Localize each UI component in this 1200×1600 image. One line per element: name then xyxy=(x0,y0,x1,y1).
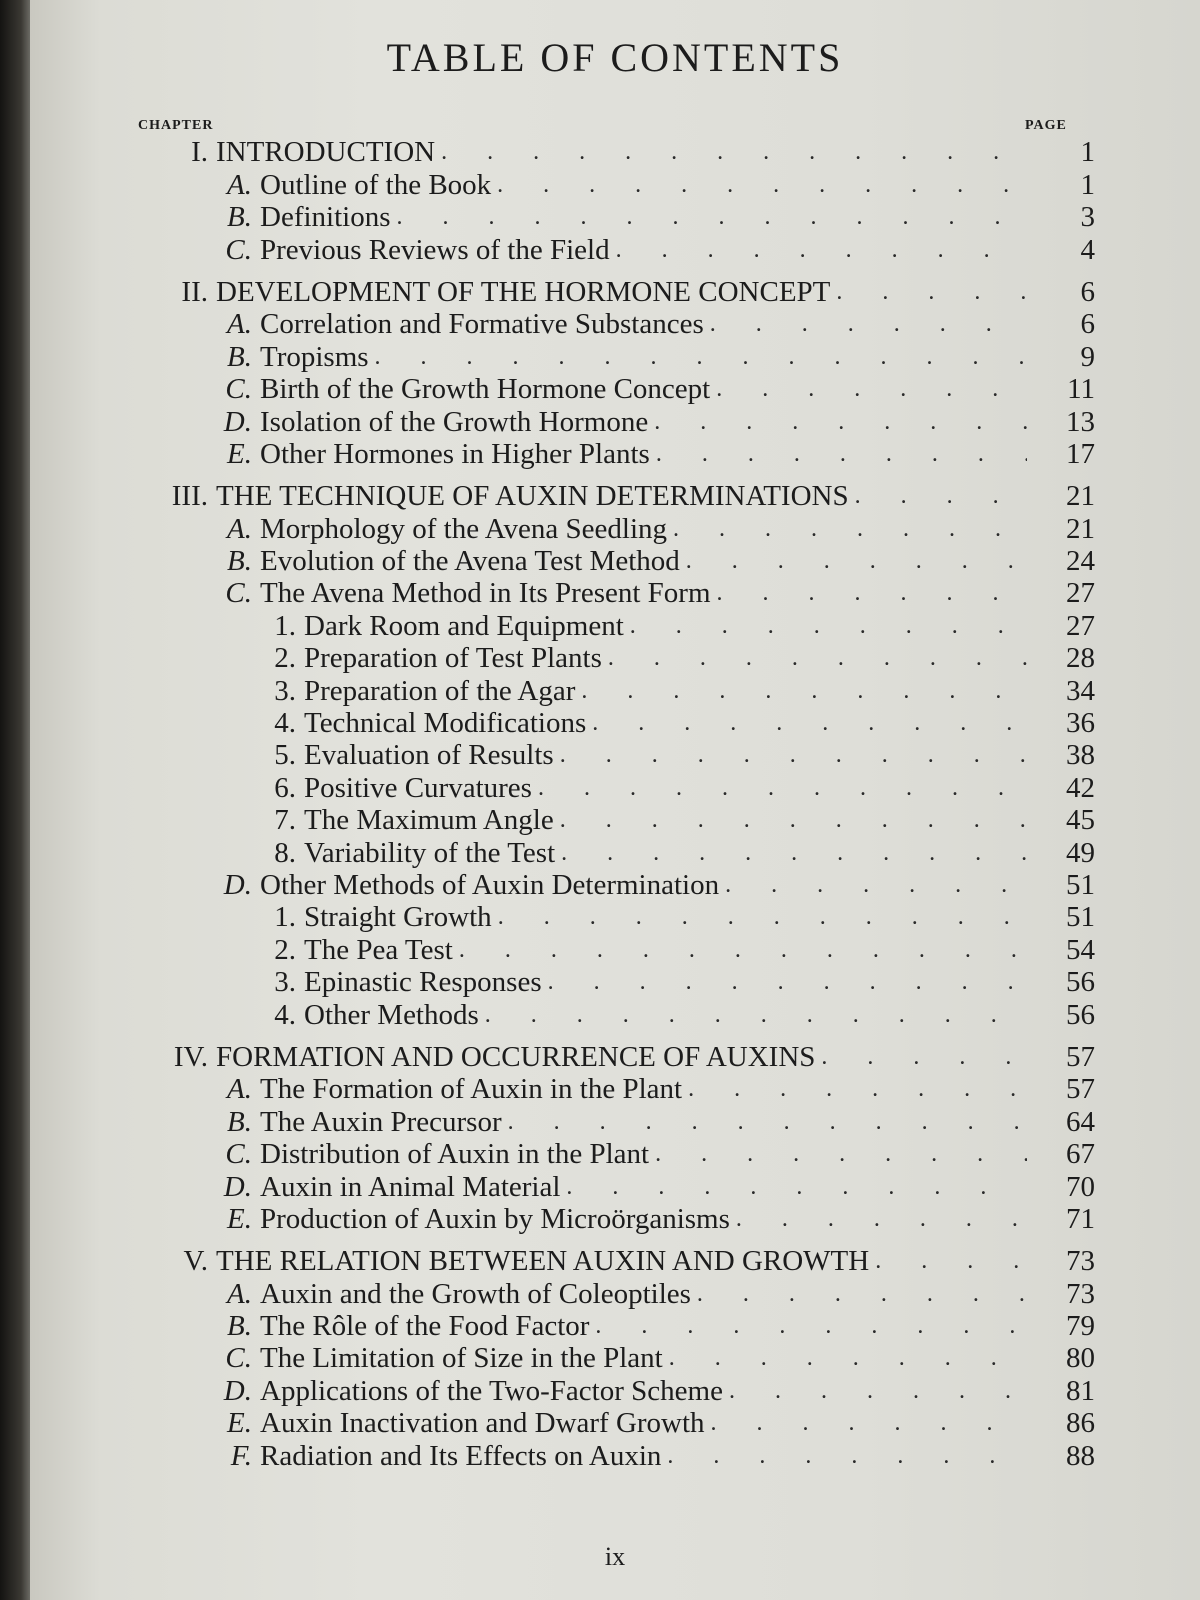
toc-section-entry[interactable] xyxy=(30,1105,1200,1137)
dot-leader xyxy=(836,276,1027,308)
toc-chapter-entry[interactable] xyxy=(30,136,1200,168)
entry-number: 1. xyxy=(274,901,296,934)
entry-page-number: 28 xyxy=(1066,642,1095,675)
toc-section-entry[interactable] xyxy=(30,577,1200,609)
entry-number: 8. xyxy=(274,836,296,869)
entry-page-number: 73 xyxy=(1066,1245,1095,1278)
toc-subsection-entry[interactable] xyxy=(30,739,1200,771)
entry-page-number: 57 xyxy=(1066,1073,1095,1106)
entry-number: E. xyxy=(227,437,252,470)
entry-page-number: 70 xyxy=(1066,1170,1095,1203)
entry-number: V. xyxy=(183,1245,208,1278)
entry-page-number: 1 xyxy=(1080,168,1095,201)
dot-leader xyxy=(616,234,1027,266)
toc-subsection-entry[interactable] xyxy=(30,609,1200,641)
entry-page-number: 36 xyxy=(1066,707,1095,740)
entry-title: Isolation of the Growth Hormone xyxy=(260,405,649,438)
dot-leader xyxy=(673,513,1027,545)
entry-number: D. xyxy=(223,868,252,901)
dot-leader xyxy=(688,1073,1027,1105)
entry-number: 2. xyxy=(274,642,296,675)
entry-number: D. xyxy=(223,1170,252,1203)
toc-subsection-entry[interactable] xyxy=(30,836,1200,868)
toc-section-entry[interactable] xyxy=(30,1277,1200,1309)
entry-page-number: 67 xyxy=(1066,1138,1095,1171)
entry-title: Morphology of the Avena Seedling xyxy=(260,512,668,545)
entry-number: A. xyxy=(227,168,252,201)
entry-number: A. xyxy=(227,308,252,341)
entry-page-number: 3 xyxy=(1080,201,1095,234)
entry-title: Variability of the Test xyxy=(304,836,556,869)
entry-page-number: 64 xyxy=(1066,1105,1095,1138)
entry-page-number: 21 xyxy=(1066,512,1095,545)
entry-title: DEVELOPMENT OF THE HORMONE CONCEPT xyxy=(216,275,831,308)
entry-number: E. xyxy=(227,1202,252,1235)
dot-leader xyxy=(538,772,1027,804)
entry-title: Distribution of Auxin in the Plant xyxy=(260,1138,650,1171)
page-column-header: PAGE xyxy=(1025,118,1067,133)
dot-leader xyxy=(655,1138,1027,1170)
entry-page-number: 88 xyxy=(1066,1439,1095,1472)
toc-section-entry[interactable] xyxy=(30,405,1200,437)
entry-page-number: 6 xyxy=(1080,308,1095,341)
dot-leader xyxy=(441,136,1027,168)
dot-leader xyxy=(608,642,1027,674)
entry-page-number: 81 xyxy=(1066,1374,1095,1407)
entry-title: Radiation and Its Effects on Auxin xyxy=(260,1439,662,1472)
dot-leader xyxy=(566,1171,1027,1203)
toc-section-entry[interactable] xyxy=(30,1138,1200,1170)
entry-title: Epinastic Responses xyxy=(304,966,542,999)
entry-title: Tropisms xyxy=(260,340,369,373)
entry-page-number: 11 xyxy=(1067,373,1095,406)
entry-title: Straight Growth xyxy=(304,901,492,934)
entry-page-number: 56 xyxy=(1066,998,1095,1031)
toc-section-entry[interactable] xyxy=(30,1342,1200,1374)
toc-section-entry[interactable] xyxy=(30,1203,1200,1235)
entry-number: A. xyxy=(227,1277,252,1310)
toc-section-entry[interactable] xyxy=(30,545,1200,577)
entry-number: 3. xyxy=(274,966,296,999)
toc-section-entry[interactable] xyxy=(30,373,1200,405)
entry-number: A. xyxy=(227,512,252,545)
entry-number: A. xyxy=(227,1073,252,1106)
toc-section-entry[interactable] xyxy=(30,1407,1200,1439)
toc-subsection-entry[interactable] xyxy=(30,901,1200,933)
entry-number: 4. xyxy=(274,707,296,740)
dot-leader xyxy=(656,438,1027,470)
toc-subsection-entry[interactable] xyxy=(30,933,1200,965)
entry-title: Preparation of Test Plants xyxy=(304,642,602,675)
dot-leader xyxy=(375,341,1027,373)
dot-leader xyxy=(710,308,1027,340)
entry-page-number: 51 xyxy=(1066,901,1095,934)
toc-section-entry[interactable] xyxy=(30,201,1200,233)
entry-number: I. xyxy=(191,136,208,169)
dot-leader xyxy=(560,739,1027,771)
dot-leader xyxy=(560,804,1027,836)
entry-title: Other Hormones in Higher Plants xyxy=(260,437,650,470)
toc-section-entry[interactable] xyxy=(30,308,1200,340)
toc-chapter-entry[interactable] xyxy=(30,276,1200,308)
entry-title: Dark Room and Equipment xyxy=(304,609,624,642)
entry-page-number: 17 xyxy=(1066,437,1095,470)
entry-page-number: 54 xyxy=(1066,933,1095,966)
book-spine-shadow xyxy=(0,0,30,1600)
dot-leader xyxy=(736,1203,1027,1235)
entry-number: 3. xyxy=(274,674,296,707)
entry-title: Preparation of the Agar xyxy=(304,674,576,707)
toc-section-entry[interactable] xyxy=(30,1374,1200,1406)
page-title: TABLE OF CONTENTS xyxy=(386,35,844,80)
toc-section-entry[interactable] xyxy=(30,438,1200,470)
entry-number: C. xyxy=(225,373,252,406)
toc-section-entry[interactable] xyxy=(30,1439,1200,1471)
toc-chapter-entry[interactable] xyxy=(30,480,1200,512)
dot-leader xyxy=(497,169,1027,201)
dot-leader xyxy=(561,837,1027,869)
dot-leader xyxy=(875,1245,1027,1277)
entry-title: Production of Auxin by Microörganisms xyxy=(260,1202,730,1235)
entry-number: C. xyxy=(225,1342,252,1375)
toc-subsection-entry[interactable] xyxy=(30,804,1200,836)
dot-leader xyxy=(729,1375,1027,1407)
toc-chapter-entry[interactable] xyxy=(30,1041,1200,1073)
entry-number: IV. xyxy=(173,1040,208,1073)
toc-section-entry[interactable] xyxy=(30,1170,1200,1202)
toc-section-entry[interactable] xyxy=(30,512,1200,544)
toc-section-entry[interactable] xyxy=(30,869,1200,901)
entry-title: The Formation of Auxin in the Plant xyxy=(260,1073,683,1106)
dot-leader xyxy=(855,480,1027,512)
entry-title: Correlation and Formative Substances xyxy=(260,308,704,341)
entry-number: 5. xyxy=(274,739,296,772)
dot-leader xyxy=(717,577,1027,609)
entry-title: Technical Modifications xyxy=(304,707,587,740)
entry-title: The Auxin Precursor xyxy=(260,1105,502,1138)
entry-title: Auxin Inactivation and Dwarf Growth xyxy=(260,1407,705,1440)
toc-subsection-entry[interactable] xyxy=(30,966,1200,998)
entry-number: B. xyxy=(227,201,252,234)
table-of-contents xyxy=(30,136,1200,1472)
dot-leader xyxy=(725,869,1027,901)
entry-title: Auxin in Animal Material xyxy=(260,1170,561,1203)
entry-title: The Avena Method in Its Present Form xyxy=(260,577,711,610)
toc-subsection-entry[interactable] xyxy=(30,998,1200,1030)
entry-page-number: 42 xyxy=(1066,771,1095,804)
toc-section-entry[interactable] xyxy=(30,1073,1200,1105)
dot-leader xyxy=(686,545,1027,577)
entry-number: D. xyxy=(223,1374,252,1407)
dot-leader xyxy=(595,1310,1027,1342)
toc-subsection-entry[interactable] xyxy=(30,707,1200,739)
entry-number: B. xyxy=(227,1310,252,1343)
entry-title: INTRODUCTION xyxy=(216,136,436,169)
dot-leader xyxy=(711,1407,1027,1439)
dot-leader xyxy=(548,966,1027,998)
toc-section-entry[interactable] xyxy=(30,168,1200,200)
dot-leader xyxy=(630,610,1027,642)
entry-page-number: 45 xyxy=(1066,804,1095,837)
entry-number: D. xyxy=(223,405,252,438)
entry-page-number: 27 xyxy=(1066,577,1095,610)
entry-number: 4. xyxy=(274,998,296,1031)
toc-section-entry[interactable] xyxy=(30,1310,1200,1342)
entry-title: Evaluation of Results xyxy=(304,739,554,772)
entry-number: C. xyxy=(225,1138,252,1171)
dot-leader xyxy=(669,1342,1027,1374)
dot-leader xyxy=(821,1041,1027,1073)
toc-subsection-entry[interactable] xyxy=(30,674,1200,706)
dot-leader xyxy=(485,999,1027,1031)
entry-page-number: 9 xyxy=(1080,340,1095,373)
entry-number: E. xyxy=(227,1407,252,1440)
entry-title: Previous Reviews of the Field xyxy=(260,233,610,266)
entry-title: Applications of the Two-Factor Scheme xyxy=(260,1374,723,1407)
entry-page-number: 49 xyxy=(1066,836,1095,869)
toc-chapter-entry[interactable] xyxy=(30,1245,1200,1277)
entry-number: C. xyxy=(225,233,252,266)
entry-number: B. xyxy=(227,545,252,578)
entry-number: B. xyxy=(227,340,252,373)
entry-number: B. xyxy=(227,1105,252,1138)
entry-page-number: 71 xyxy=(1066,1202,1095,1235)
entry-number: III. xyxy=(171,480,208,513)
entry-page-number: 80 xyxy=(1066,1342,1095,1375)
entry-title: The Limitation of Size in the Plant xyxy=(260,1342,663,1375)
entry-title: Evolution of the Avena Test Method xyxy=(260,545,680,578)
entry-number: II. xyxy=(181,275,208,308)
entry-page-number: 34 xyxy=(1066,674,1095,707)
entry-page-number: 4 xyxy=(1080,233,1095,266)
dot-leader xyxy=(654,406,1027,438)
entry-number: F. xyxy=(230,1439,252,1472)
entry-number: 2. xyxy=(274,933,296,966)
entry-number: C. xyxy=(225,577,252,610)
entry-page-number: 79 xyxy=(1066,1310,1095,1343)
dot-leader xyxy=(459,934,1027,966)
entry-number: 6. xyxy=(274,771,296,804)
entry-title: Other Methods of Auxin Determination xyxy=(260,868,720,901)
entry-page-number: 13 xyxy=(1066,405,1095,438)
folio-page-number: ix xyxy=(604,1542,626,1571)
entry-title: Auxin and the Growth of Coleoptiles xyxy=(260,1277,691,1310)
entry-page-number: 27 xyxy=(1066,609,1095,642)
dot-leader xyxy=(592,707,1027,739)
toc-subsection-entry[interactable] xyxy=(30,642,1200,674)
dot-leader xyxy=(581,675,1027,707)
toc-section-entry[interactable] xyxy=(30,233,1200,265)
entry-page-number: 51 xyxy=(1066,868,1095,901)
entry-title: The Maximum Angle xyxy=(304,804,554,837)
entry-page-number: 57 xyxy=(1066,1040,1095,1073)
book-page xyxy=(30,0,1200,1600)
dot-leader xyxy=(508,1106,1027,1138)
toc-section-entry[interactable] xyxy=(30,340,1200,372)
entry-number: 1. xyxy=(274,609,296,642)
entry-page-number: 38 xyxy=(1066,739,1095,772)
entry-title: The Pea Test xyxy=(304,933,453,966)
entry-page-number: 1 xyxy=(1080,136,1095,169)
entry-title: Outline of the Book xyxy=(260,168,492,201)
entry-title: Definitions xyxy=(260,201,391,234)
dot-leader xyxy=(498,901,1027,933)
entry-title: Positive Curvatures xyxy=(304,771,532,804)
entry-title: FORMATION AND OCCURRENCE OF AUXINS xyxy=(216,1040,816,1073)
dot-leader xyxy=(716,373,1027,405)
entry-page-number: 56 xyxy=(1066,966,1095,999)
dot-leader xyxy=(667,1440,1027,1472)
entry-page-number: 24 xyxy=(1066,545,1095,578)
entry-page-number: 6 xyxy=(1080,275,1095,308)
entry-title: Birth of the Growth Hormone Concept xyxy=(260,373,711,406)
entry-title: THE TECHNIQUE OF AUXIN DETERMINATIONS xyxy=(216,480,849,513)
dot-leader xyxy=(397,201,1028,233)
entry-title: The Rôle of the Food Factor xyxy=(260,1310,590,1343)
chapter-column-header: CHAPTER xyxy=(138,118,214,133)
entry-page-number: 21 xyxy=(1066,480,1095,513)
entry-number: 7. xyxy=(274,804,296,837)
entry-page-number: 86 xyxy=(1066,1407,1095,1440)
toc-subsection-entry[interactable] xyxy=(30,771,1200,803)
entry-title: THE RELATION BETWEEN AUXIN AND GROWTH xyxy=(216,1245,870,1278)
entry-title: Other Methods xyxy=(304,998,479,1031)
entry-page-number: 73 xyxy=(1066,1277,1095,1310)
dot-leader xyxy=(697,1278,1027,1310)
